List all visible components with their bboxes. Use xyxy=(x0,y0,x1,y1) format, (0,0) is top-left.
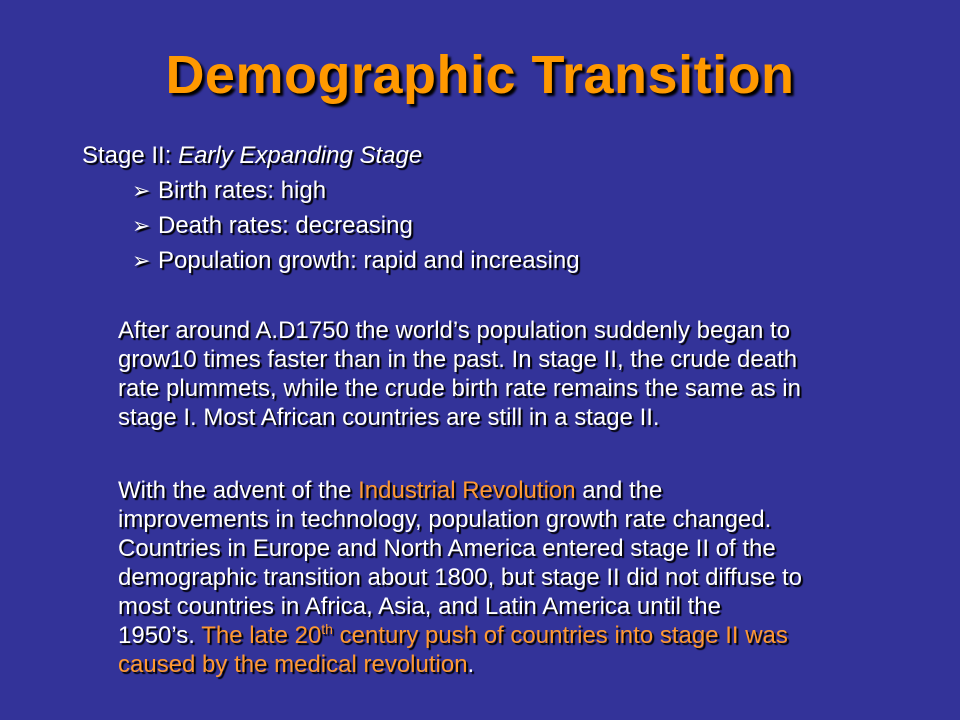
stage-label: Stage II: xyxy=(82,142,179,169)
paragraph-line: Countries in Europe and North America entered stage II of the xyxy=(118,535,776,562)
stage-description: Early Expanding Stage xyxy=(178,142,423,169)
highlight-medical-revolution: caused by the medical revolution xyxy=(118,651,468,678)
paragraph-text: . xyxy=(467,651,475,678)
paragraph-text: With the advent of the xyxy=(118,477,359,504)
paragraph-line: rate plummets, while the crude birth rate remains the same as in xyxy=(118,375,801,402)
bullet-item xyxy=(132,176,580,211)
bullet-item xyxy=(132,246,580,281)
bullet-text: Birth rates: high xyxy=(158,177,327,204)
paragraph-line: demographic transition about 1800, but stage II did not diffuse to xyxy=(118,564,803,591)
paragraph-line: improvements in technology, population growth rate changed. xyxy=(118,506,772,533)
paragraph-industrial-revolution xyxy=(118,476,878,679)
bullet-list xyxy=(132,176,580,281)
stage-heading xyxy=(82,142,422,170)
arrow-bullet-icon: ➢ xyxy=(132,178,151,203)
highlight-industrial-revolution: Industrial Revolution xyxy=(358,477,576,504)
bullet-item xyxy=(132,211,580,246)
bullet-text: Death rates: decreasing xyxy=(158,212,413,239)
paragraph-stage-two-history xyxy=(118,316,878,432)
paragraph-text: and the xyxy=(575,477,663,504)
slide-title: Demographic Transition xyxy=(165,45,795,105)
paragraph-text: 1950’s. xyxy=(118,622,202,649)
superscript-th: th xyxy=(321,621,333,637)
paragraph-line: stage I. Most African countries are still in a stage II. xyxy=(118,404,660,431)
arrow-bullet-icon: ➢ xyxy=(132,213,151,238)
paragraph-line: grow10 times faster than in the past. In stage II, the crude death xyxy=(118,346,798,373)
arrow-bullet-icon: ➢ xyxy=(132,248,151,273)
highlight-century-push: century push of countries into stage II was xyxy=(332,622,788,649)
paragraph-line: After around A.D1750 the world’s population suddenly began to xyxy=(118,317,791,344)
bullet-text: Population growth: rapid and increasing xyxy=(158,247,580,274)
paragraph-line: most countries in Africa, Asia, and Latin America until the xyxy=(118,593,721,620)
highlight-late-century: The late 20 xyxy=(201,622,322,649)
